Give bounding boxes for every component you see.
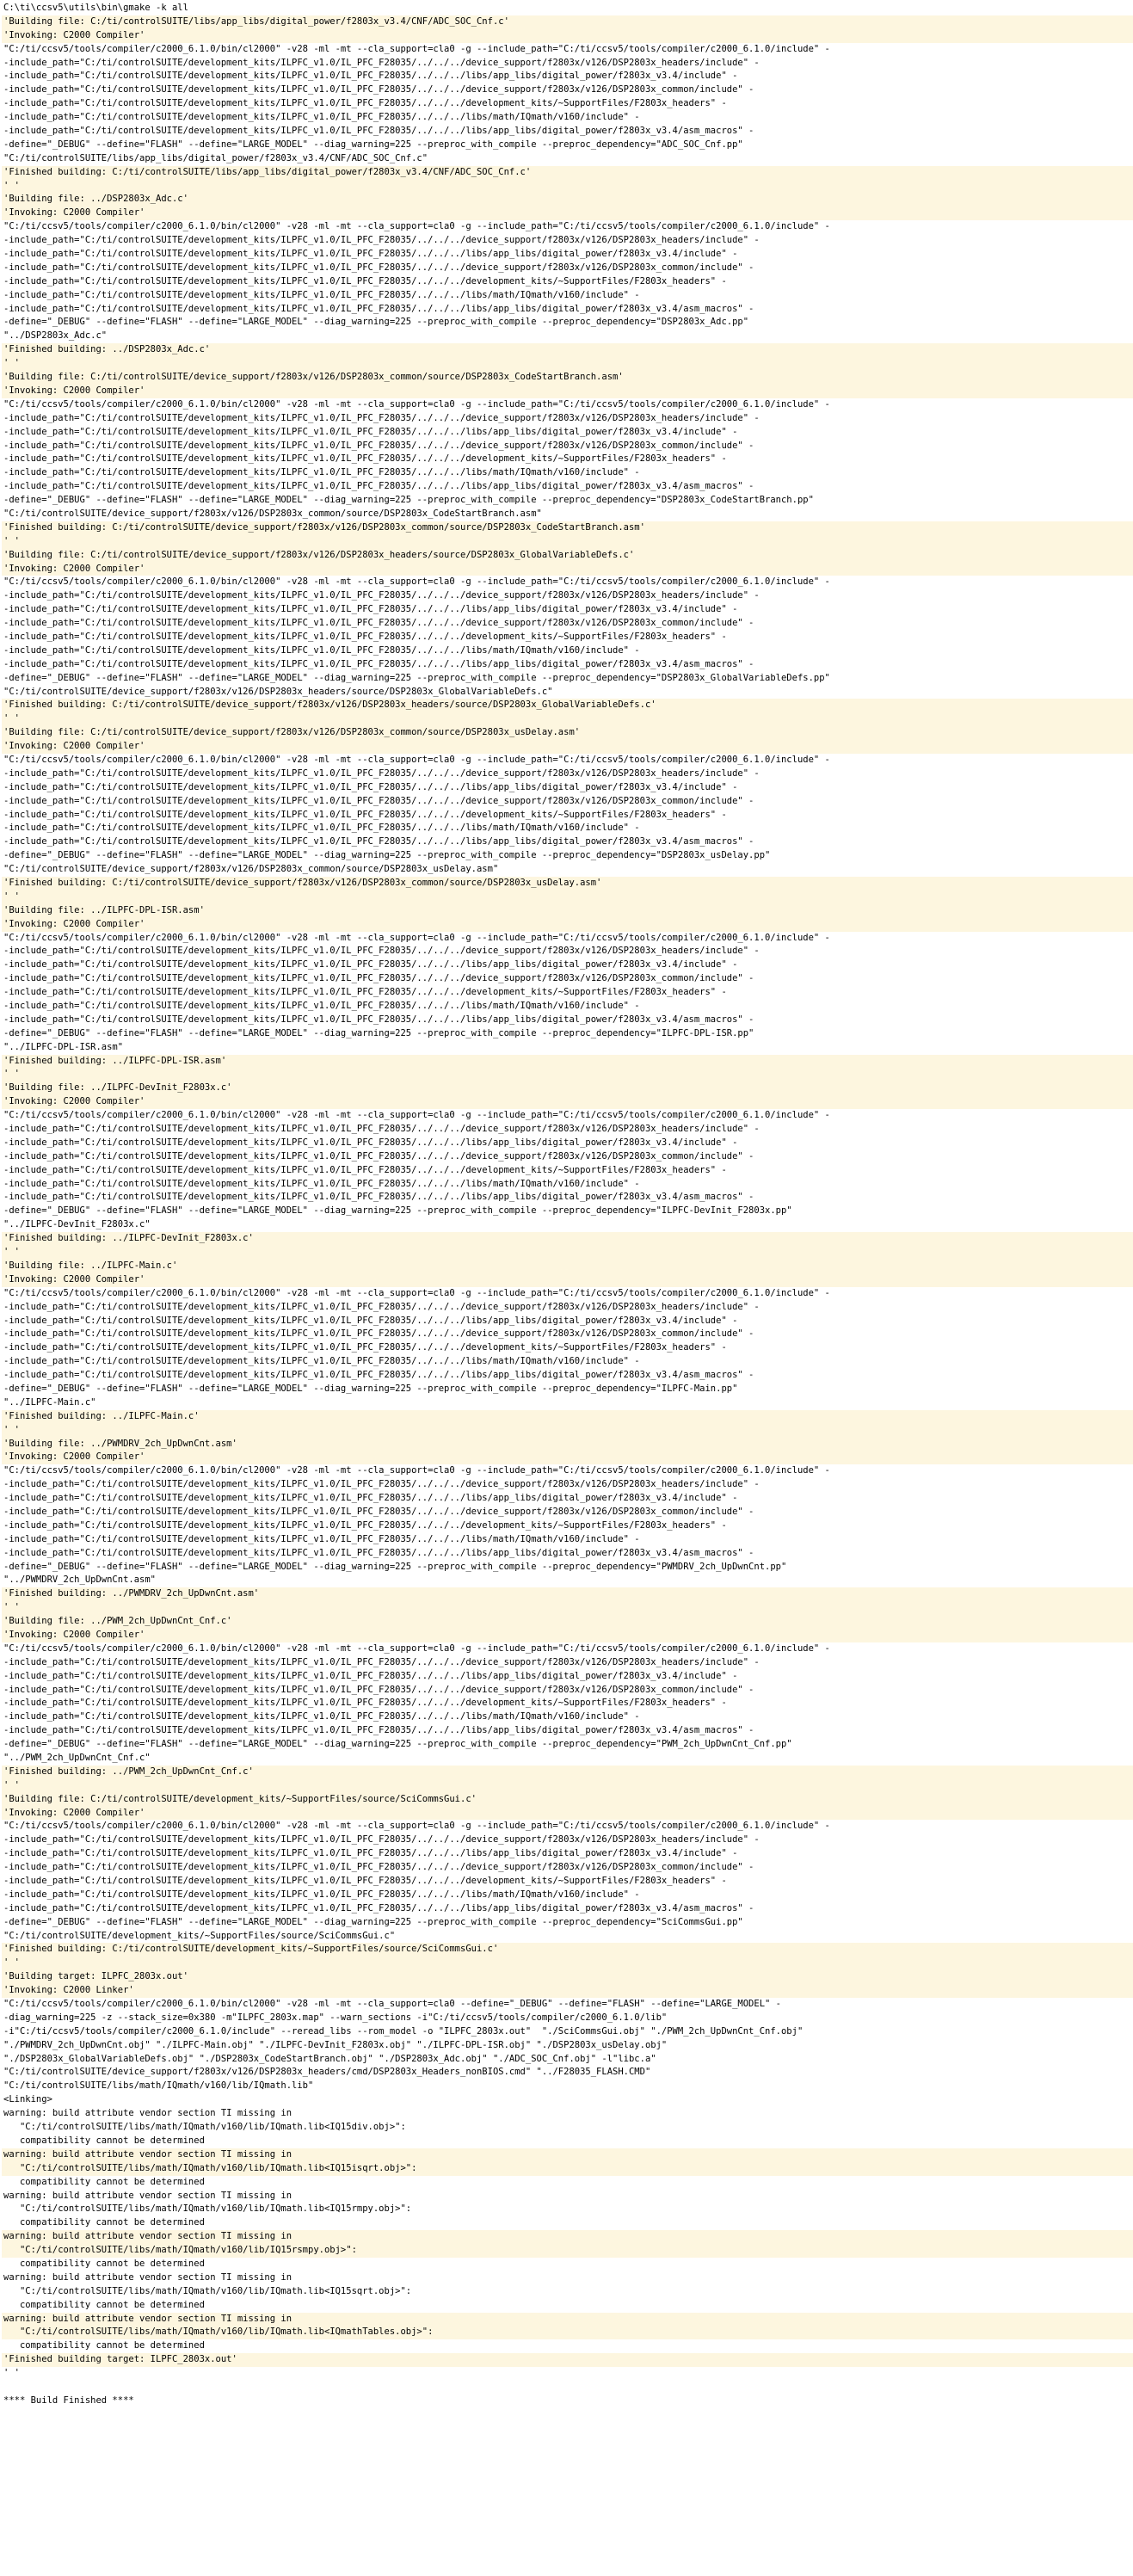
console-line: 'Building target: ILPFC_2803x.out' (2, 1970, 1133, 1984)
console-line: compatibility cannot be determined (3, 2299, 205, 2310)
console-line: "C:/ti/controlSUITE/libs/math/IQmath/v160/lib/IQmath.lib<IQ15isqrt.obj>": (2, 2162, 1133, 2176)
console-line (2, 2408, 1133, 2422)
console-line: "C:/ti/controlSUITE/device_support/f2803x/v126/DSP2803x_common/source/DSP2803x_usDelay.asm" (3, 864, 499, 875)
console-line: -diag_warning=225 -z --stack_size=0x380 -m"ILPFC_2803x.map" --warn_sections -i"C:/ti/ccsv5/tools/compiler/c2000_6.1.0/lib" (3, 2012, 668, 2023)
console-line: "../DSP2803x_Adc.c" (3, 330, 108, 342)
console-line: ' ' (2, 891, 1133, 904)
console-line: -include_path="C:/ti/controlSUITE/development_kits/ILPFC_v1.0/IL_PFC_F28035/../../../device_support/f2803x/v126/DSP2803x_headers/include" - (3, 1124, 760, 1135)
console-line: -include_path="C:/ti/controlSUITE/development_kits/ILPFC_v1.0/IL_PFC_F28035/../../../development_kits/~SupportFiles/F2803x_headers" - (3, 1164, 727, 1175)
console-line: -define="_DEBUG" --define="FLASH" --define="LARGE_MODEL" --diag_warning=225 --preproc_with_compile --preproc_dependency="SciCommsGui.pp" (3, 1916, 743, 1927)
console-line: -include_path="C:/ti/controlSUITE/development_kits/ILPFC_v1.0/IL_PFC_F28035/../../../libs/math/IQmath/v160/include" - (3, 1178, 640, 1189)
console-line: "C:/ti/ccsv5/tools/compiler/c2000_6.1.0/bin/cl2000" -v28 -ml -mt --cla_support=cla0 --define="_DEBUG" --define="FLASH" --define="LARGE_MODEL" - (3, 1999, 781, 2010)
console-line: "C:/ti/ccsv5/tools/compiler/c2000_6.1.0/bin/cl2000" -v28 -ml -mt --cla_support=cla0 -g --include_path="C:/ti/ccsv5/tools/compiler/c2000_6.1.0/include" - (3, 1465, 830, 1476)
console-line: -define="_DEBUG" --define="FLASH" --define="LARGE_MODEL" --diag_warning=225 --preproc_with_compile --preproc_dependency="DSP2803x_Adc.pp" (3, 317, 749, 328)
console-line: warning: build attribute vendor section TI missing in (3, 2108, 292, 2119)
console-line: "C:/ti/controlSUITE/libs/app_libs/digital_power/f2803x_v3.4/CNF/ADC_SOC_Cnf.c" (3, 152, 428, 163)
console-line: -define="_DEBUG" --define="FLASH" --define="LARGE_MODEL" --diag_warning=225 --preproc_with_compile --preproc_dependency="ADC_SOC_Cnf.pp" (3, 139, 743, 150)
console-line: compatibility cannot be determined (3, 2258, 205, 2269)
console-line: warning: build attribute vendor section TI missing in (2, 2230, 1133, 2244)
console-line: ' ' (2, 1068, 1133, 1082)
console-line: -include_path="C:/ti/controlSUITE/development_kits/ILPFC_v1.0/IL_PFC_F28035/../../../libs/math/IQmath/v160/include" - (3, 1001, 640, 1012)
console-line: "C:/ti/controlSUITE/libs/math/IQmath/v160/lib/IQmath.lib<IQ15div.obj>": (3, 2122, 406, 2133)
console-line: **** Build Finished **** (3, 2394, 134, 2406)
console-line: warning: build attribute vendor section TI missing in (2, 2313, 1133, 2326)
console-line: -include_path="C:/ti/controlSUITE/development_kits/ILPFC_v1.0/IL_PFC_F28035/../../../device_support/f2803x/v126/DSP2803x_headers/include" - (3, 1479, 760, 1490)
console-line: 'Invoking: C2000 Compiler' (2, 1807, 1133, 1821)
console-line: ' ' (2, 1779, 1133, 1793)
console-line: -include_path="C:/ti/controlSUITE/development_kits/ILPFC_v1.0/IL_PFC_F28035/../../../libs/app_libs/digital_power/f2803x_v3.4/asm_macros" - (3, 303, 754, 314)
console-line: 'Finished building: ../ILPFC-DevInit_F2803x.c' (2, 1232, 1133, 1246)
console-line: -include_path="C:/ti/controlSUITE/development_kits/ILPFC_v1.0/IL_PFC_F28035/../../../libs/app_libs/digital_power/f2803x_v3.4/asm_macros" - (3, 1547, 754, 1558)
console-line: -include_path="C:/ti/controlSUITE/development_kits/ILPFC_v1.0/IL_PFC_F28035/../../../development_kits/~SupportFiles/F2803x_headers" - (3, 1698, 727, 1709)
console-line: "C:/ti/ccsv5/tools/compiler/c2000_6.1.0/bin/cl2000" -v28 -ml -mt --cla_support=cla0 -g --include_path="C:/ti/ccsv5/tools/compiler/c2000_6.1.0/include" - (3, 1821, 830, 1832)
console-line: "C:/ti/ccsv5/tools/compiler/c2000_6.1.0/bin/cl2000" -v28 -ml -mt --cla_support=cla0 -g --include_path="C:/ti/ccsv5/tools/compiler/c2000_6.1.0/include" - (3, 43, 830, 54)
console-line: -include_path="C:/ti/controlSUITE/development_kits/ILPFC_v1.0/IL_PFC_F28035/../../../device_support/f2803x/v126/DSP2803x_common/include" - (3, 973, 754, 984)
console-line: "../ILPFC-Main.c" (3, 1396, 96, 1408)
console-line: -include_path="C:/ti/controlSUITE/development_kits/ILPFC_v1.0/IL_PFC_F28035/../../../device_support/f2803x/v126/DSP2803x_common/include" - (3, 1506, 754, 1517)
console-line: warning: build attribute vendor section TI missing in (3, 2271, 292, 2283)
console-line: "C:/ti/controlSUITE/device_support/f2803x/v126/DSP2803x_common/source/DSP2803x_CodeStartBranch.asm" (3, 508, 542, 519)
console-line: 'Building file: C:/ti/controlSUITE/device_support/f2803x/v126/DSP2803x_common/source/DSP2803x_usDelay.asm' (2, 726, 1133, 740)
console-line: -include_path="C:/ti/controlSUITE/development_kits/ILPFC_v1.0/IL_PFC_F28035/../../../libs/app_libs/digital_power/f2803x_v3.4/include" - (3, 1670, 738, 1681)
console-line: -include_path="C:/ti/controlSUITE/development_kits/ILPFC_v1.0/IL_PFC_F28035/../../../device_support/f2803x/v126/DSP2803x_headers/include" - (3, 946, 760, 957)
console-line: -include_path="C:/ti/controlSUITE/development_kits/ILPFC_v1.0/IL_PFC_F28035/../../../libs/math/IQmath/v160/include" - (3, 1356, 640, 1367)
console-line: -include_path="C:/ti/controlSUITE/development_kits/ILPFC_v1.0/IL_PFC_F28035/../../../device_support/f2803x/v126/DSP2803x_common/include" - (3, 1684, 754, 1695)
console-line: -include_path="C:/ti/controlSUITE/development_kits/ILPFC_v1.0/IL_PFC_F28035/../../../libs/app_libs/digital_power/f2803x_v3.4/include" - (3, 249, 738, 260)
console-line: -include_path="C:/ti/controlSUITE/development_kits/ILPFC_v1.0/IL_PFC_F28035/../../../libs/math/IQmath/v160/include" - (3, 1533, 640, 1544)
console-line: 'Finished building: C:/ti/controlSUITE/device_support/f2803x/v126/DSP2803x_common/source/DSP2803x_usDelay.asm' (2, 877, 1133, 891)
console-line: 'Invoking: C2000 Compiler' (2, 1273, 1133, 1287)
console-line: warning: build attribute vendor section TI missing in (2, 2148, 1133, 2162)
console-line: warning: build attribute vendor section TI missing in (3, 2190, 292, 2201)
console-line: "../ILPFC-DevInit_F2803x.c" (3, 1219, 151, 1230)
console-line: <Linking> (3, 2094, 52, 2105)
console-line: -include_path="C:/ti/controlSUITE/development_kits/ILPFC_v1.0/IL_PFC_F28035/../../../device_support/f2803x/v126/DSP2803x_common/include" - (3, 262, 754, 273)
console-line: -include_path="C:/ti/controlSUITE/development_kits/ILPFC_v1.0/IL_PFC_F28035/../../../libs/math/IQmath/v160/include" - (3, 1711, 640, 1722)
console-line: -include_path="C:/ti/controlSUITE/development_kits/ILPFC_v1.0/IL_PFC_F28035/../../../device_support/f2803x/v126/DSP2803x_common/include" - (3, 1862, 754, 1873)
console-line: 'Invoking: C2000 Compiler' (2, 1451, 1133, 1464)
console-line: 'Invoking: C2000 Compiler' (2, 740, 1133, 754)
console-line: ' ' (2, 535, 1133, 549)
console-line: 'Finished building: ../DSP2803x_Adc.c' (2, 343, 1133, 357)
console-line: 'Finished building: ../PWMDRV_2ch_UpDwnCnt.asm' (2, 1587, 1133, 1601)
console-line: -include_path="C:/ti/controlSUITE/development_kits/ILPFC_v1.0/IL_PFC_F28035/../../../development_kits/~SupportFiles/F2803x_headers" - (3, 1876, 727, 1887)
console-line: "C:/ti/ccsv5/tools/compiler/c2000_6.1.0/bin/cl2000" -v28 -ml -mt --cla_support=cla0 -g --include_path="C:/ti/ccsv5/tools/compiler/c2000_6.1.0/include" - (3, 932, 830, 943)
console-line: -include_path="C:/ti/controlSUITE/development_kits/ILPFC_v1.0/IL_PFC_F28035/../../../device_support/f2803x/v126/DSP2803x_headers/include" - (3, 1301, 760, 1312)
console-line: 'Finished building: C:/ti/controlSUITE/libs/app_libs/digital_power/f2803x_v3.4/CNF/ADC_SOC_Cnf.c' (2, 166, 1133, 180)
console-line: "../PWM_2ch_UpDwnCnt_Cnf.c" (3, 1753, 151, 1763)
console-line: -include_path="C:/ti/controlSUITE/development_kits/ILPFC_v1.0/IL_PFC_F28035/../../../device_support/f2803x/v126/DSP2803x_common/include" - (3, 440, 754, 451)
console-line: -include_path="C:/ti/controlSUITE/development_kits/ILPFC_v1.0/IL_PFC_F28035/../../../device_support/f2803x/v126/DSP2803x_headers/include" - (3, 57, 760, 68)
console-line: -define="_DEBUG" --define="FLASH" --define="LARGE_MODEL" --diag_warning=225 --preproc_with_compile --preproc_dependency="DSP2803x_GlobalVariableDefs.pp" (3, 672, 830, 683)
console-line: 'Building file: ../ILPFC-DevInit_F2803x.c' (2, 1082, 1133, 1095)
console-line: "C:/ti/ccsv5/tools/compiler/c2000_6.1.0/bin/cl2000" -v28 -ml -mt --cla_support=cla0 -g --include_path="C:/ti/ccsv5/tools/compiler/c2000_6.1.0/include" - (3, 754, 830, 765)
console-line: 'Building file: ../ILPFC-Main.c' (2, 1260, 1133, 1273)
console-line: "C:/ti/ccsv5/tools/compiler/c2000_6.1.0/bin/cl2000" -v28 -ml -mt --cla_support=cla0 -g --include_path="C:/ti/ccsv5/tools/compiler/c2000_6.1.0/include" - (3, 221, 830, 232)
console-line: -include_path="C:/ti/controlSUITE/development_kits/ILPFC_v1.0/IL_PFC_F28035/../../../libs/app_libs/digital_power/f2803x_v3.4/include" - (3, 1493, 738, 1504)
console-line: ' ' (2, 1601, 1133, 1615)
console-line: -include_path="C:/ti/controlSUITE/development_kits/ILPFC_v1.0/IL_PFC_F28035/../../../libs/math/IQmath/v160/include" - (3, 644, 640, 656)
console-line: -include_path="C:/ti/controlSUITE/development_kits/ILPFC_v1.0/IL_PFC_F28035/../../../libs/math/IQmath/v160/include" - (3, 1889, 640, 1900)
console-line: compatibility cannot be determined (3, 2340, 205, 2351)
console-line: 'Building file: ../ILPFC-DPL-ISR.asm' (2, 904, 1133, 918)
console-line: -include_path="C:/ti/controlSUITE/development_kits/ILPFC_v1.0/IL_PFC_F28035/../../../development_kits/~SupportFiles/F2803x_headers" - (3, 98, 727, 109)
console-line: 'Invoking: C2000 Linker' (2, 1984, 1133, 1998)
console-line: -include_path="C:/ti/controlSUITE/development_kits/ILPFC_v1.0/IL_PFC_F28035/../../../libs/app_libs/digital_power/f2803x_v3.4/include" - (3, 781, 738, 792)
console-line: ' ' (2, 1957, 1133, 1970)
console-line: ' ' (2, 180, 1133, 194)
console-line: "C:/ti/controlSUITE/libs/math/IQmath/v160/lib/IQmath.lib<IQ15rmpy.obj>": (3, 2203, 412, 2215)
console-line: "C:/ti/ccsv5/tools/compiler/c2000_6.1.0/bin/cl2000" -v28 -ml -mt --cla_support=cla0 -g --include_path="C:/ti/ccsv5/tools/compiler/c2000_6.1.0/include" - (3, 1287, 830, 1298)
console-line: 'Invoking: C2000 Compiler' (2, 385, 1133, 398)
console-line: -include_path="C:/ti/controlSUITE/development_kits/ILPFC_v1.0/IL_PFC_F28035/../../../device_support/f2803x/v126/DSP2803x_common/include" - (3, 795, 754, 806)
console-line: -include_path="C:/ti/controlSUITE/development_kits/ILPFC_v1.0/IL_PFC_F28035/../../../libs/app_libs/digital_power/f2803x_v3.4/include" - (3, 1848, 738, 1859)
console-line: -include_path="C:/ti/controlSUITE/development_kits/ILPFC_v1.0/IL_PFC_F28035/../../../libs/app_libs/digital_power/f2803x_v3.4/include" - (3, 959, 738, 971)
console-line: -define="_DEBUG" --define="FLASH" --define="LARGE_MODEL" --diag_warning=225 --preproc_with_compile --preproc_dependency="PWMDRV_2ch_UpDwnCnt.pp" (3, 1561, 787, 1572)
console-line: -include_path="C:/ti/controlSUITE/development_kits/ILPFC_v1.0/IL_PFC_F28035/../../../device_support/f2803x/v126/DSP2803x_headers/include" - (3, 1834, 760, 1846)
console-line: 'Building file: C:/ti/controlSUITE/libs/app_libs/digital_power/f2803x_v3.4/CNF/ADC_SOC_Cnf.c' (2, 15, 1133, 29)
console-line: ' ' (3, 2368, 20, 2379)
console-line: "C:/ti/ccsv5/tools/compiler/c2000_6.1.0/bin/cl2000" -v28 -ml -mt --cla_support=cla0 -g --include_path="C:/ti/ccsv5/tools/compiler/c2000_6.1.0/include" - (3, 398, 830, 410)
console-line: compatibility cannot be determined (3, 2217, 205, 2228)
console-line: 'Invoking: C2000 Compiler' (2, 1095, 1133, 1109)
console-line: -include_path="C:/ti/controlSUITE/development_kits/ILPFC_v1.0/IL_PFC_F28035/../../../device_support/f2803x/v126/DSP2803x_common/include" - (3, 1328, 754, 1340)
console-line: "./DSP2803x_GlobalVariableDefs.obj" "./DSP2803x_CodeStartBranch.obj" "./DSP2803x_Adc.obj" "./ADC_SOC_Cnf.obj" -l"libc.a" (3, 2053, 656, 2064)
console-line: -include_path="C:/ti/controlSUITE/development_kits/ILPFC_v1.0/IL_PFC_F28035/../../../device_support/f2803x/v126/DSP2803x_headers/include" - (3, 767, 760, 779)
console-line: -include_path="C:/ti/controlSUITE/development_kits/ILPFC_v1.0/IL_PFC_F28035/../../../device_support/f2803x/v126/DSP2803x_headers/include" - (3, 1656, 760, 1667)
console-line: 'Invoking: C2000 Compiler' (2, 29, 1133, 43)
console-line: "C:/ti/controlSUITE/device_support/f2803x/v126/DSP2803x_headers/cmd/DSP2803x_Headers_nonBIOS.cmd" "../F28035_FLASH.CMD" (3, 2067, 651, 2078)
console-line: "C:/ti/ccsv5/tools/compiler/c2000_6.1.0/bin/cl2000" -v28 -ml -mt --cla_support=cla0 -g --include_path="C:/ti/ccsv5/tools/compiler/c2000_6.1.0/include" - (3, 576, 830, 588)
console-line: compatibility cannot be determined (3, 2176, 205, 2187)
console-line: -define="_DEBUG" --define="FLASH" --define="LARGE_MODEL" --diag_warning=225 --preproc_with_compile --preproc_dependency="DSP2803x_CodeStartBranch.pp" (3, 495, 814, 506)
console-line: 'Finished building target: ILPFC_2803x.out' (2, 2353, 1133, 2367)
console-line: -include_path="C:/ti/controlSUITE/development_kits/ILPFC_v1.0/IL_PFC_F28035/../../../development_kits/~SupportFiles/F2803x_headers" - (3, 1342, 727, 1353)
console-line: 'Building file: ../PWMDRV_2ch_UpDwnCnt.asm' (2, 1438, 1133, 1451)
console-line (2, 2381, 1133, 2394)
console-line: 'Building file: ../PWM_2ch_UpDwnCnt_Cnf.c' (2, 1615, 1133, 1629)
console-line: -define="_DEBUG" --define="FLASH" --define="LARGE_MODEL" --diag_warning=225 --preproc_with_compile --preproc_dependency="ILPFC-Main.pp" (3, 1383, 738, 1394)
console-line: -include_path="C:/ti/controlSUITE/development_kits/ILPFC_v1.0/IL_PFC_F28035/../../../libs/app_libs/digital_power/f2803x_v3.4/asm_macros" - (3, 1725, 754, 1736)
console-line: "../PWMDRV_2ch_UpDwnCnt.asm" (3, 1575, 157, 1586)
console-line: -define="_DEBUG" --define="FLASH" --define="LARGE_MODEL" --diag_warning=225 --preproc_with_compile --preproc_dependency="PWM_2ch_UpDwnCnt_Cnf.pp" (3, 1739, 792, 1750)
console-line: -include_path="C:/ti/controlSUITE/development_kits/ILPFC_v1.0/IL_PFC_F28035/../../../development_kits/~SupportFiles/F2803x_headers" - (3, 631, 727, 642)
console-line: -include_path="C:/ti/controlSUITE/development_kits/ILPFC_v1.0/IL_PFC_F28035/../../../libs/app_libs/digital_power/f2803x_v3.4/asm_macros" - (3, 658, 754, 669)
console-line: -include_path="C:/ti/controlSUITE/development_kits/ILPFC_v1.0/IL_PFC_F28035/../../../libs/app_libs/digital_power/f2803x_v3.4/asm_macros" - (3, 1902, 754, 1914)
console-line: 'Building file: ../DSP2803x_Adc.c' (2, 193, 1133, 206)
console-line: -include_path="C:/ti/controlSUITE/development_kits/ILPFC_v1.0/IL_PFC_F28035/../../../libs/app_libs/digital_power/f2803x_v3.4/include" - (3, 71, 738, 82)
console-line: 'Building file: C:/ti/controlSUITE/device_support/f2803x/v126/DSP2803x_common/source/DSP2803x_CodeStartBranch.asm' (2, 371, 1133, 385)
console-line: -define="_DEBUG" --define="FLASH" --define="LARGE_MODEL" --diag_warning=225 --preproc_with_compile --preproc_dependency="ILPFC-DPL-ISR.pp" (3, 1027, 754, 1038)
console-line: -include_path="C:/ti/controlSUITE/development_kits/ILPFC_v1.0/IL_PFC_F28035/../../../libs/app_libs/digital_power/f2803x_v3.4/asm_macros" - (3, 481, 754, 492)
console-line: -include_path="C:/ti/controlSUITE/development_kits/ILPFC_v1.0/IL_PFC_F28035/../../../libs/app_libs/digital_power/f2803x_v3.4/asm_macros" - (3, 1014, 754, 1025)
console-line: 'Invoking: C2000 Compiler' (2, 563, 1133, 576)
console-line: ' ' (2, 1424, 1133, 1438)
console-line: "C:/ti/controlSUITE/libs/math/IQmath/v160/lib/IQmath.lib<IQmathTables.obj>": (2, 2326, 1133, 2339)
console-line: -include_path="C:/ti/controlSUITE/development_kits/ILPFC_v1.0/IL_PFC_F28035/../../../libs/app_libs/digital_power/f2803x_v3.4/include" - (3, 1137, 738, 1148)
console-line: "C:/ti/controlSUITE/development_kits/~SupportFiles/source/SciCommsGui.c" (3, 1930, 396, 1941)
console-line: -include_path="C:/ti/controlSUITE/development_kits/ILPFC_v1.0/IL_PFC_F28035/../../../libs/math/IQmath/v160/include" - (3, 467, 640, 478)
console-line: -include_path="C:/ti/controlSUITE/development_kits/ILPFC_v1.0/IL_PFC_F28035/../../../device_support/f2803x/v126/DSP2803x_common/include" - (3, 618, 754, 629)
console-line: ' ' (2, 712, 1133, 726)
console-line: -include_path="C:/ti/controlSUITE/development_kits/ILPFC_v1.0/IL_PFC_F28035/../../../development_kits/~SupportFiles/F2803x_headers" - (3, 275, 727, 287)
console-line: -i"C:/ti/ccsv5/tools/compiler/c2000_6.1.0/include" --reread_libs --rom_model -o "ILPFC_2803x.out" "./SciCommsGui.obj" "./PWM_2ch_UpDwnCnt_Cnf.obj" (3, 2025, 804, 2037)
console-line: "C:/ti/controlSUITE/device_support/f2803x/v126/DSP2803x_headers/source/DSP2803x_GlobalVariableDefs.c" (3, 686, 553, 697)
console-line: -include_path="C:/ti/controlSUITE/development_kits/ILPFC_v1.0/IL_PFC_F28035/../../../device_support/f2803x/v126/DSP2803x_common/include" - (3, 84, 754, 96)
console-line: -include_path="C:/ti/controlSUITE/development_kits/ILPFC_v1.0/IL_PFC_F28035/../../../device_support/f2803x/v126/DSP2803x_common/include" - (3, 1150, 754, 1162)
console-line: -include_path="C:/ti/controlSUITE/development_kits/ILPFC_v1.0/IL_PFC_F28035/../../../libs/app_libs/digital_power/f2803x_v3.4/asm_macros" - (3, 1192, 754, 1203)
console-line: 'Finished building: ../ILPFC-Main.c' (2, 1410, 1133, 1424)
console-line: 'Finished building: ../ILPFC-DPL-ISR.asm' (2, 1055, 1133, 1069)
console-line: ' ' (2, 1246, 1133, 1260)
console-line: "C:/ti/controlSUITE/libs/math/IQmath/v160/lib/IQmath.lib<IQ15sqrt.obj>": (3, 2285, 412, 2296)
console-line: "C:/ti/controlSUITE/libs/math/IQmath/v160/lib/IQ15rsmpy.obj>": (2, 2244, 1133, 2258)
console-line: -define="_DEBUG" --define="FLASH" --define="LARGE_MODEL" --diag_warning=225 --preproc_with_compile --preproc_dependency="DSP2803x_usDelay.pp" (3, 850, 771, 861)
console-line: -include_path="C:/ti/controlSUITE/development_kits/ILPFC_v1.0/IL_PFC_F28035/../../../development_kits/~SupportFiles/F2803x_headers" - (3, 809, 727, 820)
console-line: 'Invoking: C2000 Compiler' (2, 206, 1133, 220)
console-line: 'Finished building: C:/ti/controlSUITE/development_kits/~SupportFiles/source/SciCommsGui.c' (2, 1943, 1133, 1957)
console-line: -include_path="C:/ti/controlSUITE/development_kits/ILPFC_v1.0/IL_PFC_F28035/../../../libs/math/IQmath/v160/include" - (3, 289, 640, 300)
console-line: -include_path="C:/ti/controlSUITE/development_kits/ILPFC_v1.0/IL_PFC_F28035/../../../device_support/f2803x/v126/DSP2803x_headers/include" - (3, 235, 760, 246)
console-line: -include_path="C:/ti/controlSUITE/development_kits/ILPFC_v1.0/IL_PFC_F28035/../../../device_support/f2803x/v126/DSP2803x_headers/include" - (3, 590, 760, 601)
console-line: -include_path="C:/ti/controlSUITE/development_kits/ILPFC_v1.0/IL_PFC_F28035/../../../libs/app_libs/digital_power/f2803x_v3.4/asm_macros" - (3, 126, 754, 137)
console-line: -include_path="C:/ti/controlSUITE/development_kits/ILPFC_v1.0/IL_PFC_F28035/../../../development_kits/~SupportFiles/F2803x_headers" - (3, 987, 727, 998)
console-line: "C:/ti/ccsv5/tools/compiler/c2000_6.1.0/bin/cl2000" -v28 -ml -mt --cla_support=cla0 -g --include_path="C:/ti/ccsv5/tools/compiler/c2000_6.1.0/include" - (3, 1642, 830, 1654)
console-line: -include_path="C:/ti/controlSUITE/development_kits/ILPFC_v1.0/IL_PFC_F28035/../../../libs/app_libs/digital_power/f2803x_v3.4/include" - (3, 604, 738, 615)
console-line: 'Finished building: C:/ti/controlSUITE/device_support/f2803x/v126/DSP2803x_common/source/DSP2803x_CodeStartBranch.asm' (2, 521, 1133, 535)
console-line: -include_path="C:/ti/controlSUITE/development_kits/ILPFC_v1.0/IL_PFC_F28035/../../../development_kits/~SupportFiles/F2803x_headers" - (3, 1519, 727, 1531)
console-line: "C:/ti/controlSUITE/libs/math/IQmath/v160/lib/IQmath.lib" (3, 2080, 314, 2092)
console-line: 'Building file: C:/ti/controlSUITE/device_support/f2803x/v126/DSP2803x_headers/source/DSP2803x_GlobalVariableDefs.c' (2, 549, 1133, 563)
console-line: -include_path="C:/ti/controlSUITE/development_kits/ILPFC_v1.0/IL_PFC_F28035/../../../libs/math/IQmath/v160/include" - (3, 112, 640, 123)
console-line: 'Finished building: C:/ti/controlSUITE/device_support/f2803x/v126/DSP2803x_headers/source/DSP2803x_GlobalVariableDefs.c' (2, 699, 1133, 712)
console-line: -define="_DEBUG" --define="FLASH" --define="LARGE_MODEL" --diag_warning=225 --preproc_with_compile --preproc_dependency="ILPFC-DevInit_F2803x.pp" (3, 1205, 792, 1217)
console-line: compatibility cannot be determined (3, 2135, 205, 2146)
console-line: C:\ti\ccsv5\utils\bin\gmake -k all (3, 3, 188, 13)
console-line: 'Invoking: C2000 Compiler' (2, 918, 1133, 932)
console-line: -include_path="C:/ti/controlSUITE/development_kits/ILPFC_v1.0/IL_PFC_F28035/../../../libs/app_libs/digital_power/f2803x_v3.4/include" - (3, 426, 738, 437)
console-line: -include_path="C:/ti/controlSUITE/development_kits/ILPFC_v1.0/IL_PFC_F28035/../../../device_support/f2803x/v126/DSP2803x_headers/include" - (3, 412, 760, 423)
console-line: -include_path="C:/ti/controlSUITE/development_kits/ILPFC_v1.0/IL_PFC_F28035/../../../development_kits/~SupportFiles/F2803x_headers" - (3, 453, 727, 465)
console-line: "C:/ti/ccsv5/tools/compiler/c2000_6.1.0/bin/cl2000" -v28 -ml -mt --cla_support=cla0 -g --include_path="C:/ti/ccsv5/tools/compiler/c2000_6.1.0/include" - (3, 1110, 830, 1121)
console-line: -include_path="C:/ti/controlSUITE/development_kits/ILPFC_v1.0/IL_PFC_F28035/../../../libs/app_libs/digital_power/f2803x_v3.4/include" - (3, 1315, 738, 1326)
console-line: 'Invoking: C2000 Compiler' (2, 1629, 1133, 1642)
console-line: 'Finished building: ../PWM_2ch_UpDwnCnt_Cnf.c' (2, 1766, 1133, 1779)
console-line: "../ILPFC-DPL-ISR.asm" (3, 1041, 124, 1052)
console-line: -include_path="C:/ti/controlSUITE/development_kits/ILPFC_v1.0/IL_PFC_F28035/../../../libs/app_libs/digital_power/f2803x_v3.4/asm_macros" - (3, 836, 754, 847)
console-line: 'Building file: C:/ti/controlSUITE/development_kits/~SupportFiles/source/SciCommsGui.c' (2, 1793, 1133, 1807)
console-line: "./PWMDRV_2ch_UpDwnCnt.obj" "./ILPFC-Main.obj" "./ILPFC-DevInit_F2803x.obj" "./ILPFC-DPL-ISR.obj" "./DSP2803x_usDelay.obj" (3, 2039, 668, 2050)
console-line: -include_path="C:/ti/controlSUITE/development_kits/ILPFC_v1.0/IL_PFC_F28035/../../../libs/app_libs/digital_power/f2803x_v3.4/asm_macros" - (3, 1370, 754, 1381)
console-line: ' ' (2, 357, 1133, 371)
console-line: -include_path="C:/ti/controlSUITE/development_kits/ILPFC_v1.0/IL_PFC_F28035/../../../libs/math/IQmath/v160/include" - (3, 823, 640, 834)
build-console-output (2, 2, 1133, 2422)
